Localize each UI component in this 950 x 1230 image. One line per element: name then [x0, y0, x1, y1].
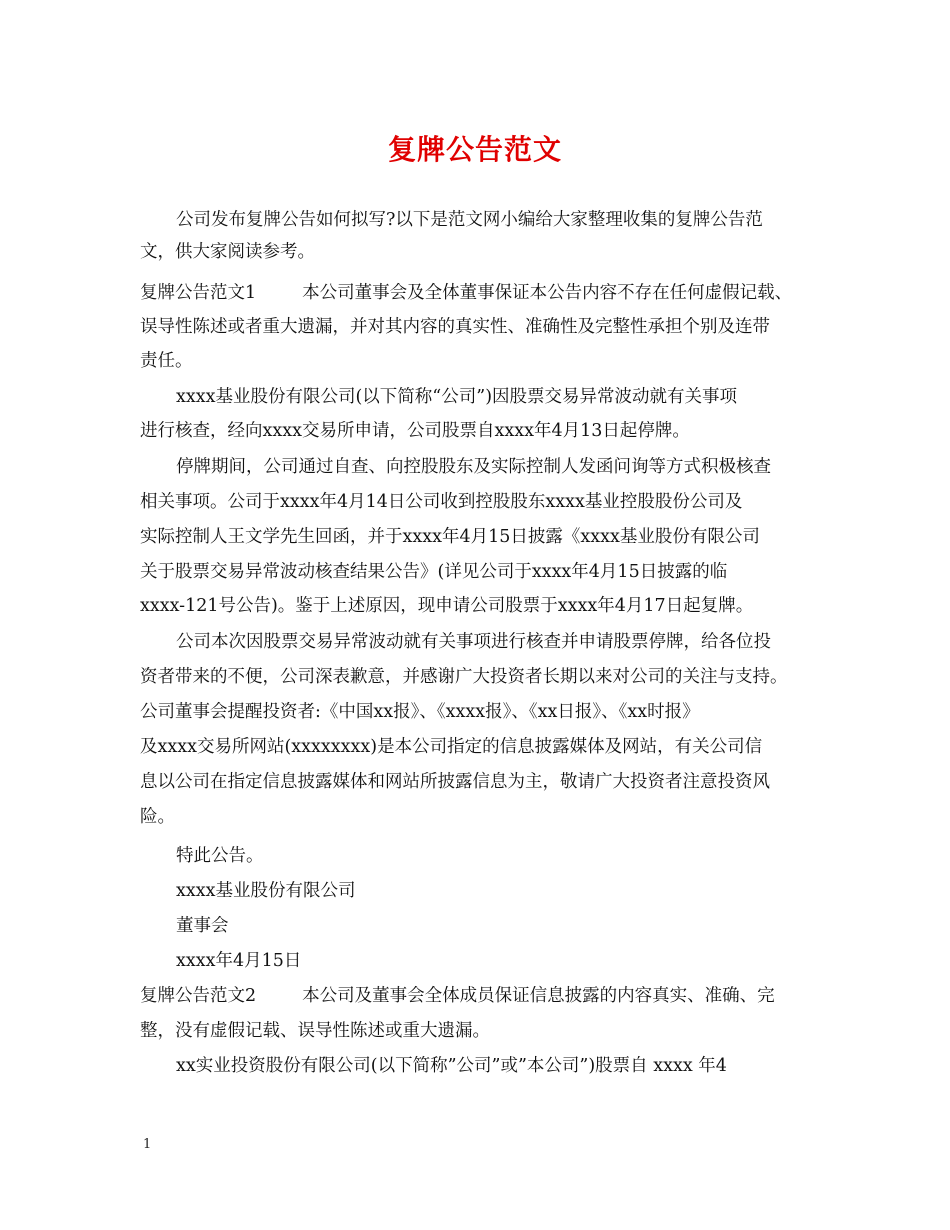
- paragraph-text: 本公司及董事会全体成员保证信息披露的内容真实、准确、完: [302, 986, 775, 1006]
- paragraph-line: 责任。: [140, 351, 193, 371]
- paragraph-line: 相关事项。公司于xxxx年4月14日公司收到控股股东xxxx基业控股股份公司及: [140, 492, 743, 512]
- section-heading: 复牌公告范文1: [140, 283, 257, 303]
- signature-board: 董事会: [176, 916, 229, 936]
- paragraph-line: 停牌期间，公司通过自查、向控股股东及实际控制人发函问询等方式积极核查: [176, 457, 771, 477]
- paragraph-line: 公司发布复牌公告如何拟写?以下是范文网小编给大家整理收集的复牌公告范: [176, 210, 763, 230]
- paragraph-line: 进行核查，经向xxxx交易所申请，公司股票自xxxx年4月13日起停牌。: [140, 421, 690, 441]
- signature-date: xxxx年4月15日: [176, 951, 302, 971]
- paragraph-line: 公司董事会提醒投资者:《中国xx报》、《xxxx报》、《xx日报》、《xx时报》: [140, 702, 700, 722]
- paragraph-line: xx实业投资股份有限公司(以下简称”公司”或”本公司”)股票自 xxxx 年4: [176, 1056, 727, 1076]
- section-heading: 复牌公告范文2: [140, 986, 257, 1006]
- page-number: 1: [143, 1137, 152, 1152]
- paragraph-line: xxxx基业股份有限公司(以下简称“公司”)因股票交易异常波动就有关事项: [176, 387, 738, 407]
- paragraph-text: 本公司董事会及全体董事保证本公告内容不存在任何虚假记载、: [302, 283, 793, 303]
- paragraph-line: 文，供大家阅读参考。: [140, 242, 315, 262]
- paragraph-line: 息以公司在指定信息披露媒体和网站所披露信息为主，敬请广大投资者注意投资风: [140, 772, 770, 792]
- paragraph-line: 公司本次因股票交易异常波动就有关事项进行核查并申请股票停牌，给各位投: [176, 632, 771, 652]
- paragraph-line: 险。: [140, 807, 175, 827]
- paragraph-line: 关于股票交易异常波动核查结果公告》(详见公司于xxxx年4月15日披露的临: [140, 562, 728, 582]
- paragraph-line: 实际控制人王文学先生回函，并于xxxx年4月15日披露《xxxx基业股份有限公司: [140, 527, 760, 547]
- paragraph-line: 资者带来的不便，公司深表歉意，并感谢广大投资者长期以来对公司的关注与支持。: [140, 667, 788, 687]
- paragraph-line: xxxx-121号公告)。鉴于上述原因，现申请公司股票于xxxx年4月17日起复牌。: [140, 596, 754, 616]
- paragraph-line: [140, 281, 792, 305]
- document-title: 复牌公告范文: [387, 133, 562, 166]
- paragraph-line: 整，没有虚假记载、误导性陈述或重大遗漏。: [140, 1021, 490, 1041]
- closing-line: 特此公告。: [176, 846, 264, 866]
- paragraph-line: 及xxxx交易所网站(xxxxxxxx)是本公司指定的信息披露媒体及网站，有关公司信: [140, 737, 763, 757]
- signature-company: xxxx基业股份有限公司: [176, 881, 356, 901]
- paragraph-line: 误导性陈述或者重大遗漏，并对其内容的真实性、准确性及完整性承担个别及连带: [140, 317, 770, 337]
- paragraph-line: [140, 984, 775, 1008]
